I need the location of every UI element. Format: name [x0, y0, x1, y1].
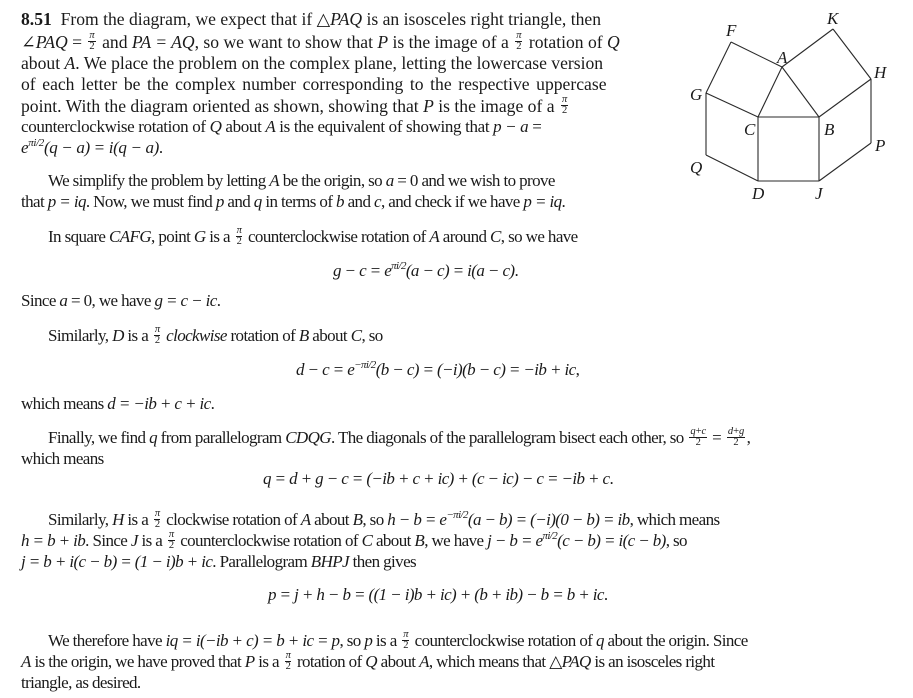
fraction-pi-over-2: $\frac{\pi}{2}$ [516, 30, 522, 53]
label-a: A [777, 48, 788, 67]
segment-b-a [782, 67, 819, 117]
intro-line-7: $e^{\pi i/2}(q - a) = i(q - a)$. [21, 137, 163, 157]
conclusion-line-2: A is the origin, we have proved that P is a $\frac{\pi}{2}$ rotation of Q about A, which means that △PAQ is an isosceles right [21, 649, 715, 672]
segment-h-b [819, 79, 871, 117]
label-j: J [815, 184, 823, 203]
conclusion-line-3: triangle, as desired. [21, 673, 141, 692]
label-c: C [744, 120, 756, 139]
fraction-pi-over-2: $\frac{\pi}{2}$ [89, 30, 95, 53]
segment-a-f [731, 42, 782, 67]
points-hjp-line-2: h = b + ib. Since J is a $\frac{\pi}{2}$ counterclockwise rotation of C about B, we have $j - b = e^{\pi i/2}(c - b) = i(c - b)$, so [21, 528, 687, 551]
points-hjp-line-3: j = b + i(c − b) = (1 − i)b + ic. Parallelogram BHPJ then gives [21, 552, 417, 571]
intro-line-4: of each letter be the complex number corresponding to the respective uppercase [21, 74, 607, 94]
point-d-line-1: Similarly, D is a $\frac{\pi}{2}$ clockwise rotation of B about C, so [48, 323, 383, 346]
simplify-line-1: We simplify the problem by letting A be the origin, so a = 0 and we wish to prove [48, 171, 555, 190]
label-q: Q [690, 158, 703, 177]
intro-line-2: ∠PAQ = $\frac{\pi}{2}$ and PA = AQ, so we want to show that P is the image of a $\frac{\pi}{2}$ rotation of Q [21, 30, 620, 53]
label-b: B [824, 120, 835, 139]
fraction-q-plus-c-over-2: $\frac{q+c}{2}$ [690, 425, 706, 448]
intro-line-3: about A. We place the problem on the complex plane, letting the lowercase version [21, 53, 604, 73]
segment-k-h [833, 29, 871, 79]
label-d: D [752, 184, 765, 203]
label-p: P [875, 136, 886, 155]
fraction-pi-over-2: $\frac{\pi}{2}$ [403, 628, 408, 651]
fraction-pi-over-2: $\frac{\pi}{2}$ [168, 528, 174, 551]
intro-line-5: point. With the diagram oriented as shown, showing that P is the image of a $\frac{\pi}{2}$ [21, 94, 568, 117]
segment-q-d [706, 155, 758, 181]
fraction-d-plus-g-over-2: $\frac{d+g}{2}$ [727, 425, 744, 448]
label-g: G [690, 85, 703, 104]
intro-line-1: 8.51 From the diagram, we expect that if △PAQ is an isosceles right triangle, then [21, 9, 602, 29]
point-q-line-1: Finally, we find q from parallelogram CDQG. The diagonals of the parallelogram bisect each other, so $\frac{q+c}{2}$ = $\frac{d+g}{2}$ , [48, 425, 751, 448]
square-cafg-line-1: In square CAFG, point G is a $\frac{\pi}{2}$ counterclockwise rotation of A around C, so we have [48, 224, 578, 247]
equation-d: $d - c = e^{-\pi i/2}(b - c) = (-i)(b - c) = -ib$ + ic, [296, 359, 580, 379]
equation-g: $g - c = e^{\pi i/2}(a - c) = i(a - c)$. [333, 260, 519, 280]
fraction-pi-over-2: $\frac{\pi}{2}$ [285, 649, 291, 672]
fraction-pi-over-2: $\frac{\pi}{2}$ [561, 94, 568, 117]
points-hjp-line-1: Similarly, H is a $\frac{\pi}{2}$ clockwise rotation of A about B, so $h - b = e^{-\pi i/2}(a - b) = (-i)(0 - b)$ = ib, which means [48, 507, 720, 530]
fraction-pi-over-2: $\frac{\pi}{2}$ [154, 323, 160, 346]
problem-number: 8.51 [21, 9, 52, 29]
segment-c-a [758, 67, 782, 117]
geometry-diagram [690, 0, 913, 220]
simplify-line-2: that p = iq. Now, we must find p and q in terms of b and c, and check if we have p = iq. [21, 192, 566, 211]
point-d-line-2: which means d = −ib + c + ic. [21, 394, 215, 413]
segment-a-k [782, 29, 833, 67]
label-h: H [874, 63, 887, 82]
square-cafg-line-2: Since a = 0, we have g = c − ic. [21, 291, 221, 310]
equation-p: p = j + h − b = ((1 − i)b + ic) + (b + ib) − b = b + ic. [268, 585, 608, 604]
segment-p-j [819, 143, 871, 181]
label-f: F [726, 21, 737, 40]
equation-q: q = d + g − c = (−ib + c + ic) + (c − ic) − c = −ib + c. [263, 469, 614, 488]
fraction-pi-over-2: $\frac{\pi}{2}$ [154, 507, 160, 530]
segment-g-c [706, 93, 758, 117]
conclusion-line-1: We therefore have iq = i(−ib + c) = b + ic = p, so p is a $\frac{\pi}{2}$ counterclockwise rotation of q about the origin. Since [48, 628, 748, 651]
point-q-line-2: which means [21, 449, 104, 468]
intro-line-6: counterclockwise rotation of Q about A is the equivalent of showing that p − a = [21, 117, 542, 136]
segment-f-g [706, 42, 731, 93]
fraction-pi-over-2: $\frac{\pi}{2}$ [236, 224, 242, 247]
label-k: K [827, 9, 839, 28]
